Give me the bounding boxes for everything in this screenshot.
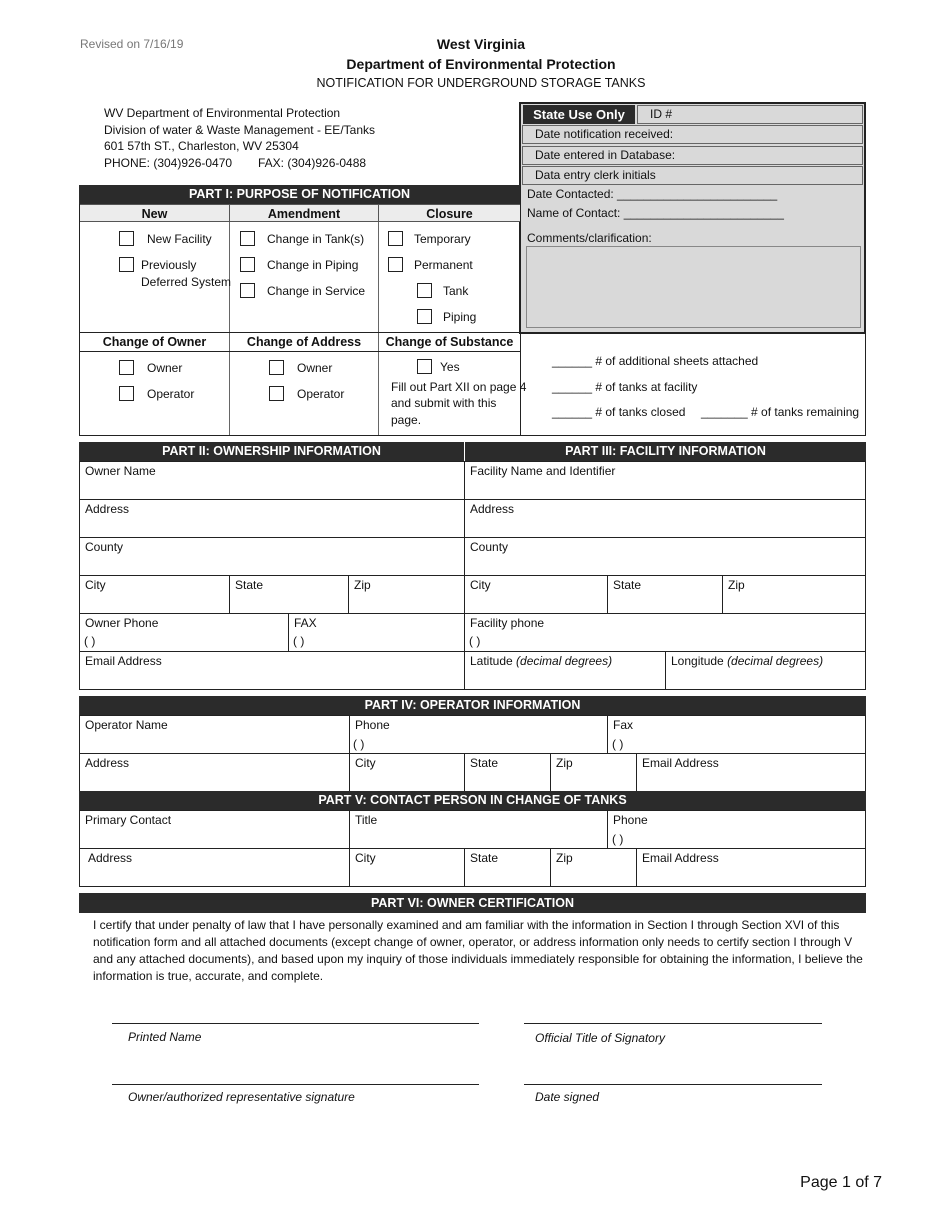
owner-zip-label: Zip [354, 578, 371, 592]
operator-phone-field[interactable] [349, 715, 608, 754]
new-facility-label: New Facility [147, 232, 212, 246]
facility-phone-paren: ( ) [469, 634, 481, 648]
change-tanks-label: Change in Tank(s) [267, 232, 365, 246]
agency-phone: PHONE: (304)926-0470 [104, 156, 233, 170]
owner-county-label: County [85, 540, 124, 554]
operator-state-field[interactable] [464, 753, 551, 792]
part5-title: PART V: CONTACT PERSON IN CHANGE OF TANKS [79, 791, 866, 810]
change-piping-checkbox[interactable] [240, 257, 255, 272]
temporary-label: Temporary [414, 232, 471, 246]
agency-line3: 601 57th ST., Charleston, WV 25304 [104, 139, 299, 153]
operator-address-field[interactable] [79, 753, 350, 792]
operator-phone-paren: ( ) [353, 737, 365, 751]
operator-email-field[interactable] [636, 753, 866, 792]
change-owner-operator-label: Operator [147, 387, 195, 401]
contact-phone-field[interactable] [607, 810, 866, 849]
owner-zip-field[interactable] [348, 575, 465, 614]
page-number: Page 1 of 7 [800, 1174, 882, 1191]
contact-title-label: Title [355, 813, 378, 827]
part2-title: PART II: OWNERSHIP INFORMATION [79, 442, 464, 461]
contact-email-field[interactable] [636, 848, 866, 887]
change-address-owner-checkbox[interactable] [269, 360, 284, 375]
owner-fax-paren: ( ) [293, 634, 305, 648]
change-owner-owner-label: Owner [147, 361, 183, 375]
latitude-label: Latitude [470, 654, 513, 668]
contact-city-label: City [355, 851, 376, 865]
date-entered-database[interactable]: Date entered in Database: [522, 146, 863, 165]
facility-city-label: City [470, 578, 491, 592]
owner-county-field[interactable] [79, 537, 465, 576]
change-piping-label: Change in Piping [267, 258, 359, 272]
printed-name-line[interactable] [112, 1023, 479, 1024]
col-change-owner: Change of Owner [102, 335, 207, 349]
contact-state-label: State [470, 851, 499, 865]
date-signed-line[interactable] [524, 1084, 822, 1085]
facility-address-label: Address [470, 502, 515, 516]
official-title-line[interactable] [524, 1023, 822, 1024]
owner-state-label: State [235, 578, 264, 592]
permanent-label: Permanent [414, 258, 473, 272]
substance-note-line1: Fill out Part XII on page 4 [391, 380, 527, 394]
date-signed-label: Date signed [535, 1090, 600, 1104]
date-notification-received[interactable]: Date notification received: [522, 125, 863, 144]
owner-state-field[interactable] [229, 575, 349, 614]
primary-contact-label: Primary Contact [85, 813, 172, 827]
operator-zip-field[interactable] [550, 753, 637, 792]
facility-county-field[interactable] [464, 537, 866, 576]
revised-date: Revised on 7/16/19 [80, 37, 184, 51]
temporary-checkbox[interactable] [388, 231, 403, 246]
contact-zip-label: Zip [556, 851, 573, 865]
change-owner-operator-checkbox[interactable] [119, 386, 134, 401]
tanks-at-facility[interactable]: ______ # of tanks at facility [552, 380, 698, 394]
owner-phone-field[interactable] [79, 613, 289, 652]
operator-state-label: State [470, 756, 499, 770]
owner-name-field[interactable] [79, 461, 465, 500]
owner-fax-field[interactable] [288, 613, 465, 652]
contact-phone-label: Phone [613, 813, 648, 827]
change-owner-owner-checkbox[interactable] [119, 360, 134, 375]
closure-piping-label: Piping [443, 310, 477, 324]
part1-right-border [865, 334, 866, 436]
facility-state-label: State [613, 578, 642, 592]
col-change-address: Change of Address [246, 335, 362, 349]
facility-county-label: County [470, 540, 509, 554]
owner-phone-label: Owner Phone [85, 616, 159, 630]
col-change-substance: Change of Substance [385, 335, 514, 349]
header-state: West Virginia [436, 36, 526, 52]
contact-phone-paren: ( ) [612, 832, 624, 846]
longitude-field[interactable] [665, 651, 866, 690]
col-closure: Closure [378, 204, 521, 222]
facility-name-label: Facility Name and Identifier [470, 464, 616, 478]
official-title-label: Official Title of Signatory [535, 1031, 665, 1045]
facility-zip-field[interactable] [722, 575, 866, 614]
owner-fax-label: FAX [294, 616, 317, 630]
owner-phone-paren: ( ) [84, 634, 96, 648]
tanks-remaining[interactable]: _______ # of tanks remaining [701, 405, 860, 419]
change-service-checkbox[interactable] [240, 283, 255, 298]
agency-line1: WV Department of Environmental Protection [104, 106, 341, 120]
divider-3 [520, 204, 521, 436]
facility-address-field[interactable] [464, 499, 866, 538]
contact-address-label: Address [88, 851, 133, 865]
operator-zip-label: Zip [556, 756, 573, 770]
owner-email-field[interactable] [79, 651, 465, 690]
tanks-closed[interactable]: ______ # of tanks closed [552, 405, 686, 419]
operator-email-label: Email Address [642, 756, 719, 770]
signature-line[interactable] [112, 1084, 479, 1085]
owner-city-label: City [85, 578, 106, 592]
closure-piping-checkbox[interactable] [417, 309, 432, 324]
operator-city-label: City [355, 756, 376, 770]
operator-city-field[interactable] [349, 753, 465, 792]
change-row-header-bottom [79, 351, 521, 352]
contact-title-field[interactable] [349, 810, 608, 849]
printed-name-label: Printed Name [128, 1030, 202, 1044]
owner-name-label: Owner Name [85, 464, 156, 478]
latitude-field[interactable] [464, 651, 666, 690]
facility-state-field[interactable] [607, 575, 723, 614]
signature-label: Owner/authorized representative signature [128, 1090, 355, 1104]
owner-address-label: Address [85, 502, 130, 516]
change-tanks-checkbox[interactable] [240, 231, 255, 246]
name-of-contact[interactable]: Name of Contact: ________________________ [527, 206, 784, 220]
owner-address-field[interactable] [79, 499, 465, 538]
part1-bottom-border [79, 435, 866, 436]
contact-state-field[interactable] [464, 848, 551, 887]
permanent-checkbox[interactable] [388, 257, 403, 272]
part1-title: PART I: PURPOSE OF NOTIFICATION [79, 185, 520, 204]
certification-text: I certify that under penalty of law that I have personally examined and am familiar with the information in Section I through Section XVI of this notification form and all attached documents (except change of owner, operator, or address information only needs to certify section I through V and any attached documents), and based upon my inquiry of those individuals immediately responsible for obtaining the information, I believe the information is true, accurate, and complete. [93, 918, 863, 983]
change-substance-yes-checkbox[interactable] [417, 359, 432, 374]
longitude-label: Longitude [671, 654, 724, 668]
operator-fax-paren: ( ) [612, 737, 624, 751]
closure-tank-checkbox[interactable] [417, 283, 432, 298]
part6-title: PART VI: OWNER CERTIFICATION [79, 893, 866, 913]
additional-sheets[interactable]: ______ # of additional sheets attached [552, 354, 759, 368]
facility-phone-field[interactable] [464, 613, 866, 652]
longitude-units: (decimal degrees) [727, 654, 824, 668]
operator-fax-label: Fax [613, 718, 634, 732]
comments-field[interactable] [526, 246, 861, 328]
part3-title: PART III: FACILITY INFORMATION [465, 442, 866, 461]
new-facility-checkbox[interactable] [119, 231, 134, 246]
col-new: New [79, 204, 230, 222]
part4-title: PART IV: OPERATOR INFORMATION [79, 696, 866, 715]
substance-note-line2: and submit with this [391, 396, 497, 410]
operator-fax-field[interactable] [607, 715, 866, 754]
substance-note-line3: page. [391, 413, 422, 427]
agency-fax: FAX: (304)926-0488 [258, 156, 367, 170]
divider-1 [229, 222, 230, 436]
date-contacted[interactable]: Date Contacted: ________________________ [527, 187, 778, 201]
change-substance-yes-label: Yes [440, 360, 460, 374]
operator-name-field[interactable] [79, 715, 350, 754]
state-use-title: State Use Only [523, 105, 635, 124]
facility-phone-label: Facility phone [470, 616, 545, 630]
contact-address-field[interactable] [79, 848, 350, 887]
previously-deferred-checkbox[interactable] [119, 257, 134, 272]
agency-line2: Division of water & Waste Management - EE/Tanks [104, 123, 375, 137]
change-address-operator-label: Operator [297, 387, 345, 401]
data-entry-clerk-initials[interactable]: Data entry clerk initials [522, 166, 863, 185]
contact-email-label: Email Address [642, 851, 719, 865]
deferred-system-label: Deferred System [141, 275, 232, 289]
facility-city-field[interactable] [464, 575, 608, 614]
operator-name-label: Operator Name [85, 718, 168, 732]
owner-email-label: Email Address [85, 654, 162, 668]
primary-contact-field[interactable] [79, 810, 350, 849]
divider-2 [378, 222, 379, 436]
change-service-label: Change in Service [267, 284, 366, 298]
part1-left-border [79, 204, 80, 436]
operator-phone-label: Phone [355, 718, 390, 732]
header-department: Department of Environmental Protection [346, 56, 616, 72]
facility-zip-label: Zip [728, 578, 745, 592]
comments-label: Comments/clarification: [527, 231, 652, 245]
previously-label: Previously [141, 258, 197, 272]
state-use-id[interactable]: ID # [637, 105, 863, 124]
operator-address-label: Address [85, 756, 130, 770]
change-address-operator-checkbox[interactable] [269, 386, 284, 401]
contact-zip-field[interactable] [550, 848, 637, 887]
change-address-owner-label: Owner [297, 361, 333, 375]
facility-name-field[interactable] [464, 461, 866, 500]
contact-city-field[interactable] [349, 848, 465, 887]
col-amendment: Amendment [229, 204, 379, 222]
latitude-units: (decimal degrees) [516, 654, 613, 668]
form-title: NOTIFICATION FOR UNDERGROUND STORAGE TANKS [316, 76, 646, 90]
owner-city-field[interactable] [79, 575, 230, 614]
closure-tank-label: Tank [443, 284, 469, 298]
